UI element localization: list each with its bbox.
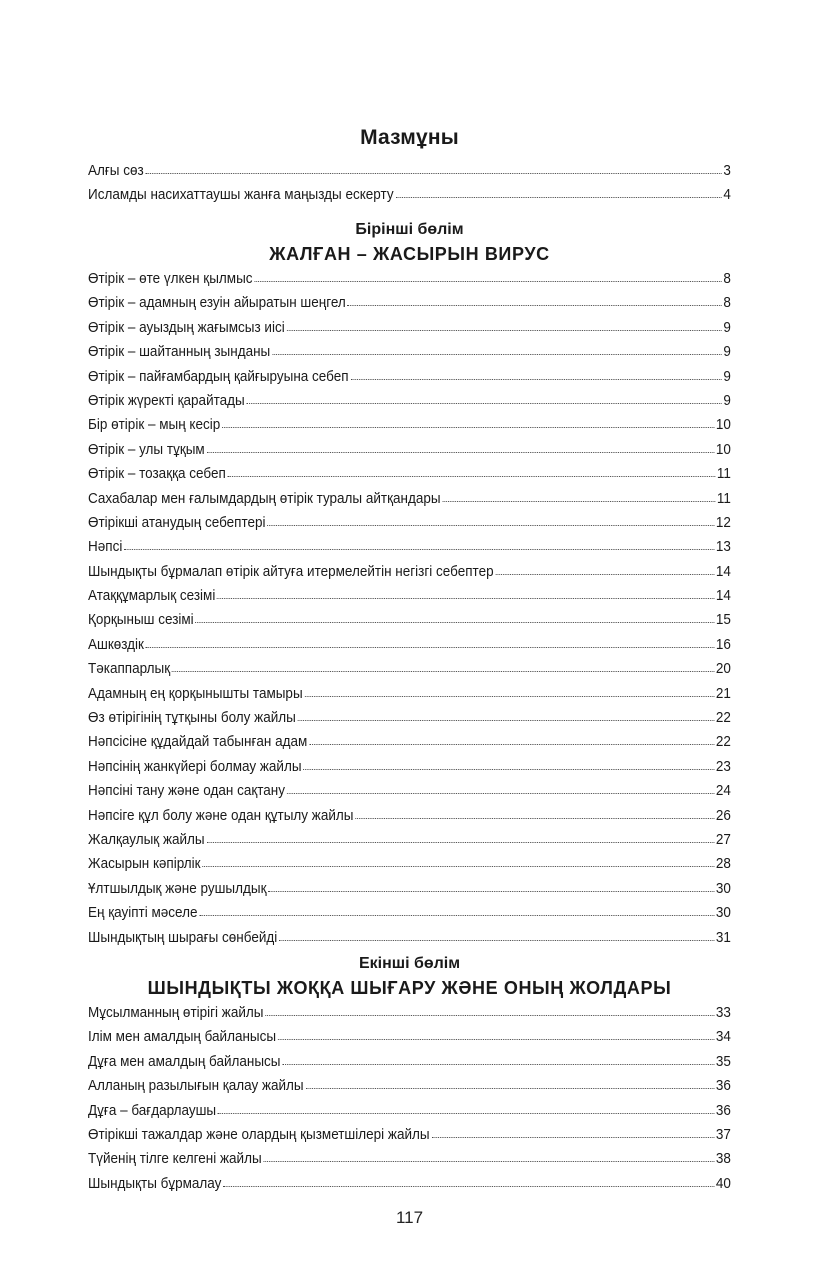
toc-entry-page: 10 — [715, 416, 731, 434]
toc-entry — [88, 926, 731, 950]
dot-leader — [279, 939, 714, 941]
toc-entry-page: 36 — [715, 1077, 731, 1095]
toc-entry — [88, 183, 731, 207]
toc-entry-label: Адамның ең қорқынышты тамыры — [88, 684, 303, 702]
toc-entry-page: 21 — [715, 684, 731, 702]
toc-entry — [88, 316, 731, 340]
dot-leader — [278, 1038, 714, 1040]
toc-entry-label: Өтірікші тажалдар және олардың қызметшілері жайлы — [88, 1125, 430, 1143]
toc-entry-page: 27 — [715, 830, 731, 848]
toc-entry-label: Өтірік – ауыздың жағымсыз иісі — [88, 318, 285, 336]
toc-entry-page: 33 — [715, 1004, 731, 1021]
toc-entry-label: Мұсылманның өтірігі жайлы — [88, 1004, 264, 1021]
dot-leader — [254, 280, 721, 282]
toc-entry — [88, 804, 731, 828]
dot-leader — [268, 890, 714, 892]
toc-entry-page: 14 — [715, 562, 731, 580]
toc-entry-page: 9 — [723, 391, 731, 409]
dot-leader — [217, 597, 714, 599]
toc-entry-page: 23 — [715, 757, 731, 775]
toc-entry-page: 3 — [723, 162, 731, 179]
toc-entry-label: Шындықтың шырағы сөнбейді — [88, 928, 278, 946]
dot-leader — [218, 1112, 714, 1114]
toc-entry-page: 30 — [715, 904, 731, 922]
dot-leader — [282, 1063, 714, 1065]
dot-leader — [207, 451, 715, 453]
toc-entry — [88, 901, 731, 925]
toc-entry — [88, 389, 731, 413]
toc-entry-page: 38 — [715, 1150, 731, 1168]
toc-entry-page: 36 — [715, 1101, 731, 1119]
toc-entry-page: 11 — [716, 489, 731, 507]
toc-entry — [88, 438, 731, 462]
toc-entry-label: Дұға мен амалдың байланысы — [88, 1052, 281, 1070]
toc-entry-label: Шындықты бұрмалау — [88, 1174, 222, 1192]
dot-leader — [298, 719, 714, 721]
toc-entry-page: 37 — [715, 1125, 731, 1143]
toc-entry — [88, 608, 731, 632]
toc-entry-label: Өтірік жүректі қарайтады — [88, 391, 245, 409]
toc-entry — [88, 657, 731, 681]
toc-entry-page: 28 — [715, 855, 731, 873]
toc-entry-page: 35 — [715, 1052, 731, 1070]
dot-leader — [172, 670, 714, 672]
toc-entry-page: 9 — [723, 343, 731, 361]
toc-entry — [88, 1025, 731, 1049]
toc-entry-label: Түйенің тілге келгені жайлы — [88, 1150, 262, 1168]
toc-entry-page: 15 — [715, 611, 731, 629]
toc-entry-page: 26 — [715, 806, 731, 824]
toc-entry-page: 22 — [715, 733, 731, 751]
section-title: ЖАЛҒАН – ЖАСЫРЫН ВИРУС — [269, 244, 550, 264]
toc-entry-label: Ілім мен амалдың байланысы — [88, 1028, 277, 1046]
dot-leader — [146, 172, 722, 174]
toc-entry — [88, 828, 731, 852]
toc-entry-label: Дұға – бағдарлаушы — [88, 1101, 217, 1119]
toc-entry — [88, 1123, 731, 1147]
toc-entry — [88, 779, 731, 803]
toc-entry — [88, 1074, 731, 1098]
toc-entry — [88, 682, 731, 706]
toc-entry-page: 9 — [723, 367, 731, 385]
dot-leader — [272, 353, 722, 355]
section-part-one — [88, 219, 731, 950]
dot-leader — [195, 621, 714, 623]
toc-entry — [88, 755, 731, 779]
section-entries — [88, 1001, 731, 1196]
dot-leader — [348, 304, 722, 306]
toc-entry-label: Өтірік – адамның езуін айыратын шеңгел — [88, 294, 346, 312]
toc-entry-label: Өтірік – өте үлкен қылмыс — [88, 270, 253, 287]
toc-entry-page: 30 — [715, 879, 731, 897]
toc-entry — [88, 1050, 731, 1074]
toc-entry-page: 16 — [715, 635, 731, 653]
dot-leader — [287, 329, 722, 331]
toc-entry-page: 10 — [715, 440, 731, 458]
toc-entry-page: 14 — [715, 587, 731, 605]
dot-leader — [228, 475, 716, 477]
toc-entry-page: 8 — [723, 270, 731, 287]
toc-entry — [88, 159, 731, 183]
toc-entry — [88, 584, 731, 608]
toc-entry — [88, 535, 731, 559]
toc-entry-label: Шындықты бұрмалап өтірік айтуға итермелейтін негізгі себептер — [88, 562, 494, 580]
toc-entry-page: 13 — [715, 538, 731, 556]
section-part-label: Екінші бөлім — [358, 955, 461, 972]
dot-leader — [124, 548, 714, 550]
toc-entry-label: Атаққұмарлық сезімі — [88, 587, 216, 605]
dot-leader — [395, 196, 721, 198]
dot-leader — [263, 1160, 714, 1162]
section-part-label: Бірінші бөлім — [355, 221, 464, 238]
toc-entry-label: Алғы сөз — [88, 162, 144, 179]
toc-entry — [88, 511, 731, 535]
toc-entry-label: Өтірікші атанудың себептері — [88, 513, 266, 531]
toc-entry — [88, 1172, 731, 1196]
toc-entry-label: Нәпсіні тану және одан сақтану — [88, 782, 285, 800]
dot-leader — [199, 914, 714, 916]
toc-entry-label: Жасырын кәпірлік — [88, 855, 201, 873]
dot-leader — [304, 695, 714, 697]
dot-leader — [222, 426, 714, 428]
toc-entry-label: Алланың разылығын қалау жайлы — [88, 1077, 304, 1095]
page-title: Мазмұны — [360, 126, 459, 149]
dot-leader — [442, 500, 715, 502]
toc-entry-label: Тәкаппарлық — [88, 660, 171, 678]
toc-entry-label: Жалқаулық жайлы — [88, 830, 205, 848]
toc-entry-page: 20 — [715, 660, 731, 678]
dot-leader — [146, 646, 714, 648]
toc-entry-page: 34 — [715, 1028, 731, 1046]
toc-entry-page: 12 — [715, 513, 731, 531]
section-part-two — [88, 953, 731, 1196]
toc-entry-page: 31 — [715, 928, 731, 946]
toc-entry — [88, 365, 731, 389]
dot-leader — [350, 378, 721, 380]
toc-entry — [88, 877, 731, 901]
section-title: ШЫНДЫҚТЫ ЖОҚҚА ШЫҒАРУ ЖӘНЕ ОНЫҢ ЖОЛДАРЫ — [147, 978, 672, 998]
dot-leader — [265, 1014, 714, 1016]
toc-entry — [88, 1147, 731, 1171]
toc-entry-page: 22 — [715, 709, 731, 727]
toc-entry-page: 4 — [723, 186, 731, 204]
toc-entry — [88, 462, 731, 486]
toc-entry — [88, 730, 731, 754]
toc-entry-label: Нәпсінің жанкүйері болмау жайлы — [88, 757, 302, 775]
section-entries — [88, 267, 731, 950]
toc-entry — [88, 706, 731, 730]
dot-leader — [202, 865, 714, 867]
toc-entry — [88, 340, 731, 364]
toc-entry-label: Өтірік – улы тұқым — [88, 440, 205, 458]
toc-entry-label: Өтірік – тозаққа себеп — [88, 465, 226, 483]
toc-entry-label: Нәпсіге құл болу және одан құтылу жайлы — [88, 806, 354, 824]
toc-entry — [88, 1001, 731, 1025]
dot-leader — [305, 1087, 714, 1089]
toc-entry — [88, 413, 731, 437]
toc-entry-label: Өтірік – пайғамбардың қайғыруына себеп — [88, 367, 349, 385]
toc-entry — [88, 1099, 731, 1123]
toc-entry-page: 11 — [716, 465, 731, 483]
dot-leader — [267, 524, 714, 526]
toc-entry-label: Өтірік – шайтанның зынданы — [88, 343, 271, 361]
dot-leader — [495, 573, 714, 575]
toc-entry-label: Өз өтірігінің тұтқыны болу жайлы — [88, 709, 296, 727]
toc-entry-label: Ең қауіпті мәселе — [88, 904, 198, 922]
toc-entry — [88, 560, 731, 584]
toc-entry-label: Ашкөздік — [88, 635, 144, 653]
toc-entry-label: Сахабалар мен ғалымдардың өтірік туралы айтқандары — [88, 489, 441, 507]
toc-entry — [88, 267, 731, 291]
toc-entry-label: Исламды насихаттаушы жанға маңызды ескерту — [88, 186, 394, 204]
toc-entry — [88, 852, 731, 876]
front-matter-list — [88, 159, 731, 208]
toc-entry — [88, 633, 731, 657]
dot-leader — [431, 1136, 714, 1138]
dot-leader — [303, 768, 714, 770]
toc-entry-label: Ұлтшылдық және рушылдық — [88, 879, 267, 897]
toc-entry-page: 24 — [715, 782, 731, 800]
dot-leader — [355, 817, 714, 819]
toc-entry-page: 40 — [715, 1174, 731, 1192]
dot-leader — [247, 402, 722, 404]
toc-entry — [88, 487, 731, 511]
toc-entry-label: Нәпсі — [88, 538, 123, 556]
dot-leader — [223, 1185, 714, 1187]
page-number: 117 — [395, 1208, 424, 1227]
dot-leader — [206, 841, 714, 843]
dot-leader — [287, 792, 714, 794]
toc-entry-label: Қорқыныш сезімі — [88, 611, 194, 629]
dot-leader — [309, 743, 714, 745]
toc-entry-label: Бір өтірік – мың кесір — [88, 416, 221, 434]
toc-entry-page: 9 — [723, 318, 731, 336]
toc-entry-label: Нәпсісіне құдайдай табынған адам — [88, 733, 308, 751]
toc-entry-page: 8 — [723, 294, 731, 312]
toc-entry — [88, 291, 731, 315]
